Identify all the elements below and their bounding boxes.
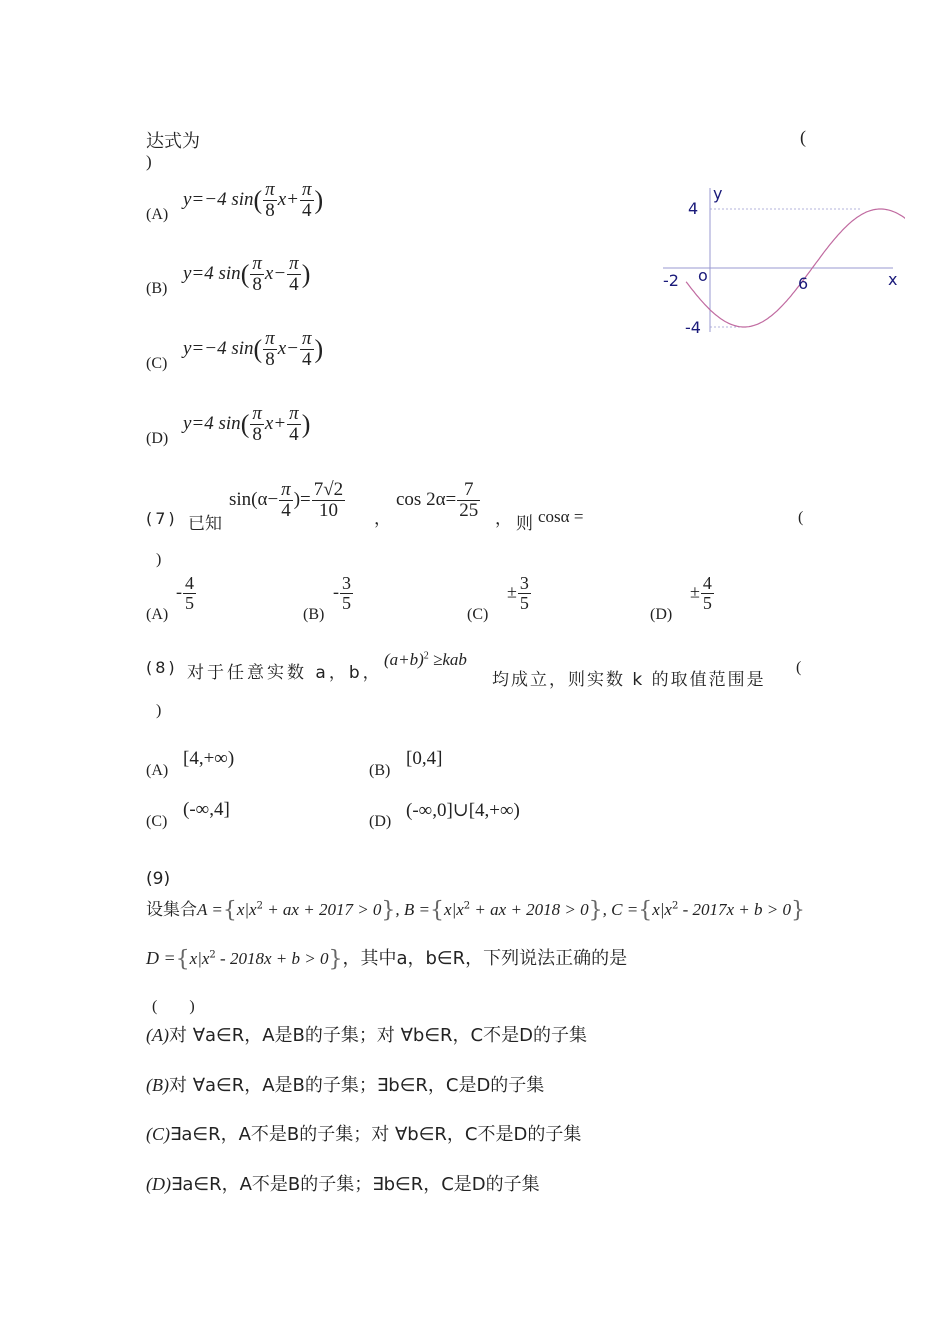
q8-option-label: (D) bbox=[369, 813, 392, 830]
q9-setD-name: D = bbox=[146, 948, 176, 968]
q7-option[interactable] bbox=[146, 574, 266, 624]
q6-frac1 bbox=[263, 329, 277, 370]
q8-inequality bbox=[384, 650, 467, 670]
q8-stem1: 对于任意实数 a，b， bbox=[187, 663, 383, 683]
q7-option-label: (D) bbox=[650, 606, 673, 623]
q6-formula-lparen: ( bbox=[253, 185, 263, 215]
q7-val1-den: 10 bbox=[318, 499, 338, 521]
q9-option-label: (C) bbox=[146, 1124, 170, 1144]
q9-line1-prefix: 设集合 bbox=[146, 900, 197, 920]
q8-stem2: 均成立，则实数 k 的取值范围是 bbox=[492, 670, 766, 690]
q9-line2 bbox=[146, 944, 627, 972]
q7-option-label: (A) bbox=[146, 606, 169, 623]
q6-frac2-num: π bbox=[289, 403, 299, 424]
q6-option-label: (A) bbox=[146, 206, 169, 223]
q6-frac2-num: π bbox=[301, 179, 312, 200]
q6-formula-rparen: ) bbox=[301, 259, 311, 289]
q6-frac1-num: π bbox=[265, 179, 275, 200]
q6-option-label: (D) bbox=[146, 430, 169, 447]
tick-neg4-label: -4 bbox=[685, 318, 701, 337]
q8-option-interval: (-∞,0]∪[4,+∞) bbox=[406, 800, 520, 821]
q9-option-label: (D) bbox=[146, 1174, 171, 1194]
q6-frac2 bbox=[287, 254, 301, 295]
q8-option-label: (A) bbox=[146, 762, 169, 779]
q7-close-paren: ) bbox=[156, 551, 162, 568]
q7-option-frac-num: 3 bbox=[519, 573, 529, 593]
q6-formula-mid: x− bbox=[277, 337, 299, 359]
q6-formula-rparen: ) bbox=[314, 185, 324, 215]
q6-frac1-num: π bbox=[265, 328, 275, 349]
q9-option[interactable] bbox=[146, 1170, 540, 1196]
q8-option-interval: [4,+∞) bbox=[183, 748, 235, 769]
q6-frac2-num: π bbox=[301, 328, 312, 349]
q7-option-frac-num: 3 bbox=[342, 573, 351, 593]
sine-graph bbox=[655, 180, 905, 340]
q6-frac1-den: 8 bbox=[252, 423, 262, 445]
q7-option-sign: - bbox=[176, 581, 182, 602]
q8-option[interactable] bbox=[369, 797, 599, 837]
q6-option[interactable] bbox=[146, 329, 446, 379]
q9-number: (9) bbox=[146, 869, 171, 889]
q9-setD-body1: x|x bbox=[189, 949, 210, 968]
q9-option-label: (A) bbox=[146, 1025, 169, 1045]
q8-option-interval: [0,4] bbox=[406, 748, 443, 769]
q6-option-label: (C) bbox=[146, 355, 168, 372]
tick-neg2-label: -2 bbox=[663, 271, 679, 290]
q7-open-paren: ( bbox=[798, 509, 804, 526]
q7-option-frac bbox=[518, 574, 531, 613]
q9-setD-lbrace: { bbox=[175, 947, 190, 972]
q9-setB-sup: 2 bbox=[463, 900, 471, 912]
q9-setC-rbrace: } bbox=[791, 898, 805, 923]
q7-option-frac bbox=[183, 574, 196, 613]
q7-option-label: (C) bbox=[467, 606, 489, 623]
q6-option-label: (B) bbox=[146, 280, 168, 297]
q7-option-frac-num: 4 bbox=[185, 573, 194, 593]
q7-option-label: (B) bbox=[303, 606, 325, 623]
q7-val2-den: 25 bbox=[459, 499, 479, 521]
q8-option-interval: (-∞,4] bbox=[183, 799, 230, 820]
q7-val2-num: 7 bbox=[457, 480, 480, 501]
q7-option-value bbox=[507, 574, 532, 613]
q6-frac1-num: π bbox=[252, 403, 262, 424]
q6-frac1 bbox=[263, 180, 277, 221]
q6-option[interactable] bbox=[146, 180, 446, 230]
tick-4-label: 4 bbox=[688, 199, 699, 218]
q9-line1 bbox=[146, 895, 805, 923]
q7-option-frac-den: 5 bbox=[702, 592, 712, 613]
q7-number: (7) bbox=[146, 509, 178, 528]
q6-option-formula bbox=[183, 329, 323, 370]
q7-sin-part: sin(α− bbox=[229, 488, 279, 510]
q9-setD-rbrace: } bbox=[328, 947, 343, 972]
q8-close-paren: ) bbox=[156, 702, 162, 719]
q7-then: 则 bbox=[516, 514, 533, 534]
q7-option-sign: - bbox=[333, 581, 339, 602]
q6-open-paren: ( bbox=[800, 127, 806, 147]
q6-option-formula bbox=[183, 404, 310, 445]
q9-setA-sup: 2 bbox=[256, 900, 263, 912]
q9-setC-body2: - 2017x + b > 0 bbox=[678, 900, 791, 919]
q7-option[interactable] bbox=[467, 574, 587, 624]
tick-6-label: 6 bbox=[798, 274, 809, 293]
q8-ineq-rest: ≥kab bbox=[433, 650, 467, 669]
q6-frac2-den: 4 bbox=[301, 199, 312, 221]
q8-option[interactable] bbox=[146, 797, 376, 837]
x-axis-label: x bbox=[888, 270, 898, 289]
q6-formula-mid: x+ bbox=[264, 412, 287, 434]
q6-frac2 bbox=[287, 404, 301, 445]
q6-frac2-den: 4 bbox=[289, 423, 299, 445]
q9-option[interactable] bbox=[146, 1071, 544, 1097]
q6-formula-rparen: ) bbox=[301, 409, 311, 439]
q7-val1-num: 7√2 bbox=[313, 479, 344, 500]
q6-option[interactable] bbox=[146, 404, 446, 454]
q7-option-frac-num: 4 bbox=[702, 573, 712, 593]
q9-setA-lbrace: { bbox=[222, 898, 237, 923]
q8-number: (8) bbox=[146, 658, 178, 677]
q9-setB-body1: x|x bbox=[444, 900, 464, 919]
q6-formula-lhs: y=4 sin bbox=[183, 262, 241, 284]
q6-frac1 bbox=[250, 404, 264, 445]
q7-sin-den: 4 bbox=[281, 499, 291, 521]
origin-label: o bbox=[698, 266, 708, 285]
q9-setC-body1: x|x bbox=[652, 900, 672, 919]
q8-option-label: (B) bbox=[369, 762, 391, 779]
q9-line2-tail: ，其中a，b∈R，下列说法正确的是 bbox=[342, 948, 628, 969]
q9-setD-body2: - 2018x + b > 0 bbox=[215, 949, 329, 968]
q7-option[interactable] bbox=[303, 574, 423, 624]
q6-frac1-num: π bbox=[252, 253, 262, 274]
q8-option-label: (C) bbox=[146, 813, 168, 830]
q7-option-value bbox=[333, 574, 354, 613]
q9-setB-lbrace: { bbox=[430, 898, 445, 923]
q6-frac1-den: 8 bbox=[265, 199, 275, 221]
q7-option-frac bbox=[701, 574, 714, 613]
q9-option-text: ∃a∈R，A不是B的子集；对 ∀b∈R，C不是D的子集 bbox=[170, 1124, 582, 1145]
q9-setC-name: , C = bbox=[602, 900, 639, 919]
q6-formula-lparen: ( bbox=[240, 409, 250, 439]
q8-ineq-sup: 2 bbox=[423, 650, 429, 662]
q6-frac1 bbox=[250, 254, 264, 295]
q6-frac2 bbox=[300, 180, 314, 221]
q8-option[interactable] bbox=[369, 746, 599, 786]
q9-setB-name: , B = bbox=[395, 900, 431, 919]
q7-option-sign: ± bbox=[690, 581, 700, 602]
q7-option-frac-den: 5 bbox=[342, 592, 351, 613]
q6-formula-lhs: y=4 sin bbox=[183, 412, 241, 434]
q7-option-frac-den: 5 bbox=[185, 592, 194, 613]
q9-setC-sup: 2 bbox=[671, 900, 679, 912]
q6-formula-mid: x+ bbox=[277, 188, 299, 210]
q8-open-paren: ( bbox=[796, 659, 802, 676]
q9-setB-body2: + ax + 2018 > 0 bbox=[470, 900, 589, 919]
q9-blank: ( ) bbox=[152, 998, 195, 1015]
q7-option-sign: ± bbox=[507, 581, 517, 602]
q7-option[interactable] bbox=[650, 574, 770, 624]
q6-option-formula bbox=[183, 254, 310, 295]
q7-cos-expression bbox=[396, 480, 481, 521]
q7-sin-num: π bbox=[281, 479, 291, 500]
q9-option[interactable] bbox=[146, 1021, 587, 1047]
q7-comma2: ， bbox=[495, 509, 512, 529]
q9-setA-body2: + ax + 2017 > 0 bbox=[262, 900, 382, 919]
q7-cos-part: cos 2α= bbox=[396, 488, 457, 510]
q9-setA-body1: x|x bbox=[236, 900, 257, 919]
q6-formula-mid: x− bbox=[264, 262, 287, 284]
q7-option-value bbox=[176, 574, 197, 613]
q6-frac2-den: 4 bbox=[301, 348, 312, 370]
q6-formula-lparen: ( bbox=[253, 334, 263, 364]
q7-option-frac-den: 5 bbox=[519, 592, 529, 613]
q6-option[interactable] bbox=[146, 254, 446, 304]
q7-eq1: )= bbox=[293, 488, 311, 510]
q6-stem-tail: 达式为 bbox=[146, 131, 200, 152]
q6-formula-rparen: ) bbox=[314, 334, 324, 364]
q8-option[interactable] bbox=[146, 746, 376, 786]
q9-option[interactable] bbox=[146, 1120, 581, 1146]
q9-option-text: 对 ∀a∈R，A是B的子集；∃b∈R，C是D的子集 bbox=[168, 1075, 545, 1096]
q6-frac1-den: 8 bbox=[252, 273, 262, 295]
q7-option-frac bbox=[340, 574, 353, 613]
q9-option-label: (B) bbox=[146, 1075, 169, 1095]
q6-frac2 bbox=[300, 329, 314, 370]
q7-known: 已知 bbox=[188, 514, 222, 534]
q6-formula-lparen: ( bbox=[240, 259, 250, 289]
q9-setB-rbrace: } bbox=[588, 898, 603, 923]
q9-setA-name: A = bbox=[197, 900, 223, 919]
q8-ineq-base: (a+b) bbox=[384, 650, 424, 669]
q7-sin-expression bbox=[229, 480, 346, 521]
q6-option-formula bbox=[183, 180, 323, 221]
y-axis-label: y bbox=[713, 184, 723, 203]
q7-option-value bbox=[690, 574, 715, 613]
q7-comma1: ， bbox=[374, 509, 391, 529]
q6-formula-lhs: y=−4 sin bbox=[183, 188, 254, 210]
q9-setC-lbrace: { bbox=[638, 898, 653, 923]
q6-formula-lhs: y=−4 sin bbox=[183, 337, 254, 359]
q9-option-text: 对 ∀a∈R，A是B的子集；对 ∀b∈R，C不是D的子集 bbox=[168, 1025, 587, 1046]
q6-frac1-den: 8 bbox=[265, 348, 275, 370]
q6-close-paren: ) bbox=[146, 152, 152, 171]
q7-ask: cosα = bbox=[538, 507, 584, 526]
q9-setD-sup: 2 bbox=[209, 949, 216, 961]
q6-frac2-den: 4 bbox=[289, 273, 299, 295]
q6-frac2-num: π bbox=[289, 253, 299, 274]
q9-setA-rbrace: } bbox=[381, 898, 396, 923]
q9-option-text: ∃a∈R，A不是B的子集；∃b∈R，C是D的子集 bbox=[171, 1174, 540, 1195]
